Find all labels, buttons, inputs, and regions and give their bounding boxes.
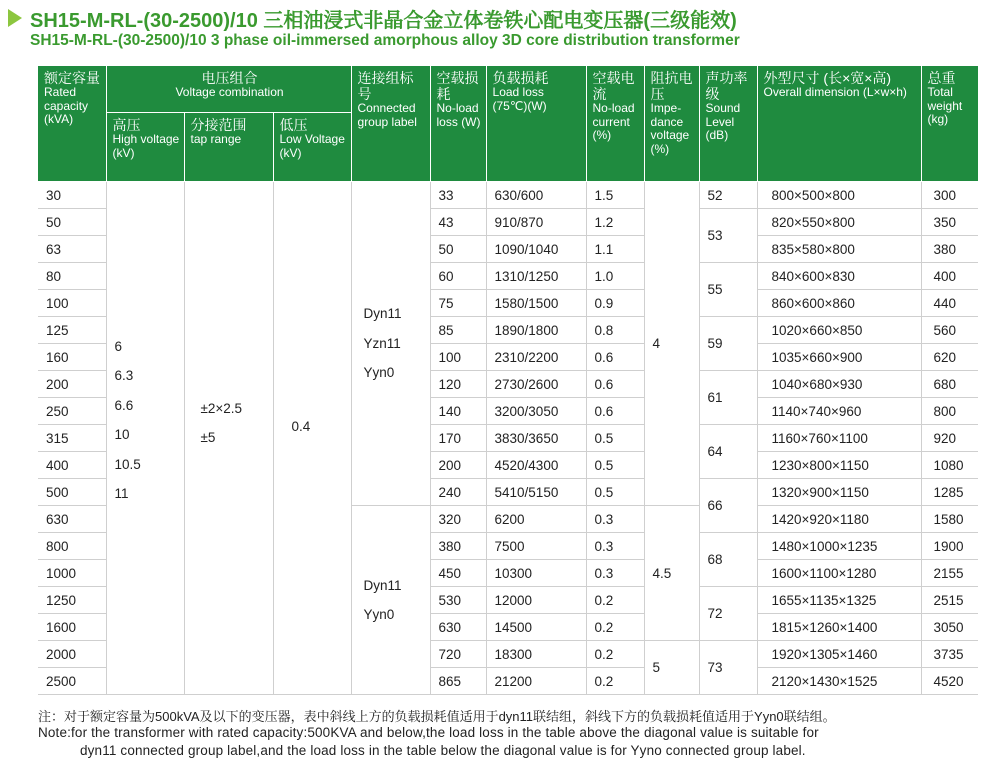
cell-weight: 300 [921,182,978,209]
cell-load-loss: 2730/2600 [486,371,586,398]
spec-table [38,66,979,695]
group-label: Yyn0 [363,365,395,381]
cell-weight: 3050 [921,614,978,641]
cell-capacity: 1000 [38,560,106,587]
hv-value: 11 [114,486,129,501]
header-dimension: 外型尺寸 (长×宽×高) Overall dimension (L×w×h) [757,66,921,182]
group-label: Dyn11 [363,577,402,593]
cell-weight: 560 [921,317,978,344]
cell-weight: 620 [921,344,978,371]
cell-dimension: 1140×740×960 [757,398,921,425]
note-en-line1: Note:for the transformer with rated capacity:500KVA and below,the load loss in the table above the diagonal value is suitable for [38,725,819,740]
page-subtitle: SH15-M-RL-(30-2500)/10 3 phase oil-immersed amorphous alloy 3D core distribution transformer [30,32,740,49]
cell-load-loss: 18300 [486,641,586,668]
cell-capacity: 100 [38,290,106,317]
cell-sound: 53 [699,209,757,263]
cell-dimension: 1230×800×1150 [757,452,921,479]
title-block [8,4,998,50]
note-cn: 注：对于额定容量为500kVA及以下的变压器，表中斜线上方的负载损耗值适用于dyn11联结组，斜线下方的负载损耗值适用于Yyn0联结组。 [38,709,836,724]
cell-dimension: 1035×660×900 [757,344,921,371]
cell-sound: 72 [699,587,757,641]
cell-capacity: 1600 [38,614,106,641]
cell-noload-loss: 720 [430,641,486,668]
cell-noload-current: 0.5 [586,479,644,506]
cell-load-loss: 21200 [486,668,586,695]
cell-noload-current: 0.5 [586,452,644,479]
cell-capacity: 200 [38,371,106,398]
cell-noload-current: 0.3 [586,560,644,587]
cell-load-loss: 1310/1250 [486,263,586,290]
cell-noload-current: 0.2 [586,614,644,641]
cell-dimension: 800×500×800 [757,182,921,209]
cell-dimension: 1920×1305×1460 [757,641,921,668]
cell-group-upper [351,182,430,506]
cell-dimension: 820×550×800 [757,209,921,236]
header-sound: 声功率级 Sound Level (dB) [699,66,757,182]
cell-noload-loss: 865 [430,668,486,695]
header-noload-loss: 空载损耗 No-load loss (W) [430,66,486,182]
header-impedance: 阻抗电压 Impe-dance voltage (%) [644,66,699,182]
page-title: SH15-M-RL-(30-2500)/10 三相油浸式非晶合金立体卷铁心配电变压器(三级能效) [30,9,737,32]
cell-noload-loss: 120 [430,371,486,398]
cell-capacity: 160 [38,344,106,371]
cell-capacity: 2000 [38,641,106,668]
cell-load-loss: 2310/2200 [486,344,586,371]
cell-weight: 800 [921,398,978,425]
cell-impedance: 5 [644,641,699,695]
table-body [38,182,978,695]
cell-dimension: 1020×660×850 [757,317,921,344]
cell-sound: 73 [699,641,757,695]
header-hv: 高压 High voltage (kV) [106,113,184,182]
tap-value: ±2×2.5 [200,400,243,416]
cell-weight: 2155 [921,560,978,587]
cell-noload-loss: 60 [430,263,486,290]
cell-capacity: 250 [38,398,106,425]
cell-capacity: 125 [38,317,106,344]
cell-noload-loss: 33 [430,182,486,209]
header-noload-current: 空载电流 No-load current (%) [586,66,644,182]
cell-capacity: 2500 [38,668,106,695]
cell-noload-loss: 100 [430,344,486,371]
cell-noload-loss: 43 [430,209,486,236]
triangle-icon [8,9,22,27]
cell-noload-current: 0.9 [586,290,644,317]
cell-weight: 380 [921,236,978,263]
cell-dimension: 1655×1135×1325 [757,587,921,614]
cell-noload-current: 0.6 [586,398,644,425]
cell-dimension: 1480×1000×1235 [757,533,921,560]
cell-impedance: 4.5 [644,506,699,641]
cell-group-lower [351,506,430,695]
cell-capacity: 1250 [38,587,106,614]
cell-dimension: 2120×1430×1525 [757,668,921,695]
cell-noload-current: 0.2 [586,668,644,695]
cell-weight: 920 [921,425,978,452]
cell-load-loss: 1090/1040 [486,236,586,263]
cell-capacity: 630 [38,506,106,533]
cell-tap-values [184,182,273,695]
hv-value: 6.6 [114,397,134,413]
cell-load-loss: 630/600 [486,182,586,209]
cell-noload-loss: 85 [430,317,486,344]
cell-noload-current: 0.2 [586,587,644,614]
cell-noload-current: 0.6 [586,344,644,371]
cell-dimension: 1600×1100×1280 [757,560,921,587]
cell-dimension: 860×600×860 [757,290,921,317]
cell-weight: 2515 [921,587,978,614]
cell-sound: 52 [699,182,757,209]
cell-noload-loss: 240 [430,479,486,506]
cell-dimension: 1320×900×1150 [757,479,921,506]
cell-sound: 59 [699,317,757,371]
cell-load-loss: 3200/3050 [486,398,586,425]
cell-noload-current: 1.1 [586,236,644,263]
cell-weight: 1080 [921,452,978,479]
header-capacity: 额定容量 Rated capacity (kVA) [38,66,106,182]
cell-noload-current: 0.3 [586,506,644,533]
cell-noload-loss: 200 [430,452,486,479]
group-label: Yyn0 [363,607,395,622]
cell-load-loss: 7500 [486,533,586,560]
cell-sound: 61 [699,371,757,425]
cell-capacity: 80 [38,263,106,290]
cell-load-loss: 10300 [486,560,586,587]
cell-noload-current: 0.5 [586,425,644,452]
cell-noload-current: 1.5 [586,182,644,209]
cell-noload-current: 0.8 [586,317,644,344]
hv-value: 6.3 [114,368,134,383]
cell-noload-current: 0.2 [586,641,644,668]
cell-dimension: 840×600×830 [757,263,921,290]
header-voltage: 电压组合 Voltage combination [106,66,351,113]
cell-capacity: 50 [38,209,106,236]
cell-noload-loss: 170 [430,425,486,452]
cell-weight: 440 [921,290,978,317]
cell-impedance: 4 [644,182,699,506]
cell-weight: 3735 [921,641,978,668]
cell-weight: 400 [921,263,978,290]
cell-weight: 4520 [921,668,978,695]
cell-capacity: 30 [38,182,106,209]
hv-value: 10 [114,427,130,442]
header-load-loss: 负载损耗 Load loss (75℃)(W) [486,66,586,182]
cell-dimension: 1040×680×930 [757,371,921,398]
header-group: 连接组标号 Connected group label [351,66,430,182]
cell-capacity: 400 [38,452,106,479]
cell-noload-current: 1.0 [586,263,644,290]
cell-lv-value: 0.4 [273,182,351,695]
cell-noload-current: 0.3 [586,533,644,560]
cell-dimension: 1160×760×1100 [757,425,921,452]
cell-weight: 350 [921,209,978,236]
cell-noload-loss: 140 [430,398,486,425]
cell-dimension: 1420×920×1180 [757,506,921,533]
cell-load-loss: 910/870 [486,209,586,236]
cell-load-loss: 5410/5150 [486,479,586,506]
cell-capacity: 63 [38,236,106,263]
cell-noload-current: 0.6 [586,371,644,398]
cell-noload-loss: 450 [430,560,486,587]
cell-capacity: 315 [38,425,106,452]
cell-noload-loss: 530 [430,587,486,614]
title-row [8,4,998,32]
cell-load-loss: 1890/1800 [486,317,586,344]
header-lv: 低压 Low Voltage (kV) [273,113,351,182]
cell-dimension: 835×580×800 [757,236,921,263]
cell-sound: 64 [699,425,757,479]
cell-capacity: 800 [38,533,106,560]
cell-dimension: 1815×1260×1400 [757,614,921,641]
group-label: Yzn11 [363,335,401,351]
cell-noload-loss: 50 [430,236,486,263]
cell-load-loss: 6200 [486,506,586,533]
header-tap: 分接范围 tap range [184,113,273,182]
cell-noload-current: 1.2 [586,209,644,236]
cell-noload-loss: 75 [430,290,486,317]
cell-noload-loss: 320 [430,506,486,533]
cell-noload-loss: 630 [430,614,486,641]
cell-noload-loss: 380 [430,533,486,560]
header-row-1 [38,66,978,113]
cell-load-loss: 1580/1500 [486,290,586,317]
cell-capacity: 500 [38,479,106,506]
cell-load-loss: 14500 [486,614,586,641]
cell-hv-values [106,182,184,695]
note-en-line2: dyn11 connected group label,and the load loss in the table below the diagonal value is for Yyno connected group label. [80,743,806,758]
tap-value: ±5 [200,430,216,445]
group-label: Dyn11 [363,306,402,322]
cell-load-loss: 12000 [486,587,586,614]
cell-load-loss: 3830/3650 [486,425,586,452]
table-row [38,182,978,209]
hv-value: 10.5 [114,456,141,472]
header-weight: 总重 Total weight (kg) [921,66,978,182]
cell-weight: 1285 [921,479,978,506]
cell-weight: 1580 [921,506,978,533]
cell-sound: 55 [699,263,757,317]
cell-weight: 680 [921,371,978,398]
cell-sound: 68 [699,533,757,587]
cell-load-loss: 4520/4300 [486,452,586,479]
cell-sound: 66 [699,479,757,533]
hv-value: 6 [114,338,123,354]
cell-weight: 1900 [921,533,978,560]
